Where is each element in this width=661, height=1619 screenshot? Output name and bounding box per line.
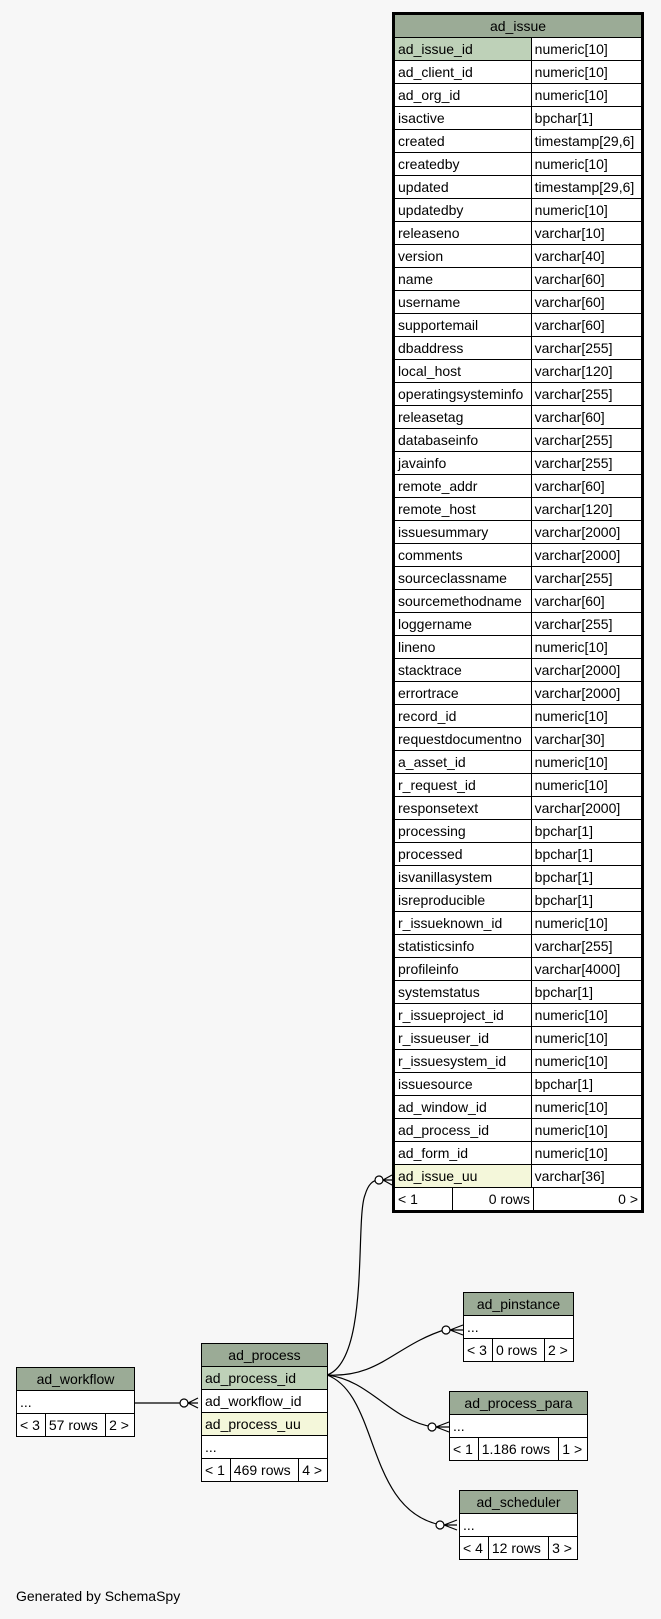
ad-issue-row-count: 0 rows [453, 1188, 534, 1210]
ad-issue-column-type: bpchar[1] [531, 889, 642, 912]
crowfoot-circle-ad-issue [375, 1176, 383, 1184]
ad-pinstance-parents-link[interactable]: < 3 [464, 1339, 493, 1362]
ad-issue-column-row[interactable] [394, 107, 643, 130]
ad-process-row-count: 469 rows [230, 1459, 298, 1482]
ad-issue-column-row[interactable] [394, 429, 643, 452]
ad-issue-column-name[interactable]: processed [394, 843, 532, 866]
ad-issue-column-type: bpchar[1] [531, 1073, 642, 1096]
ad-issue-column-row[interactable] [394, 682, 643, 705]
edge-ad-scheduler-ad-process [327, 1375, 441, 1525]
ad-issue-column-type: varchar[120] [531, 498, 642, 521]
ad-issue-column-type: numeric[10] [531, 38, 642, 61]
table-ad-scheduler[interactable] [459, 1490, 578, 1560]
ad-issue-column-type: varchar[60] [531, 291, 642, 314]
ad-issue-column-row[interactable] [394, 613, 643, 636]
ad-issue-column-name[interactable]: record_id [394, 705, 532, 728]
ad-issue-column-type: numeric[10] [531, 1119, 642, 1142]
ad-issue-column-name[interactable]: supportemail [394, 314, 532, 337]
ad-issue-column-type: timestamp[29,6] [531, 176, 642, 199]
ad-issue-column-type: numeric[10] [531, 61, 642, 84]
ad-issue-column-name[interactable]: releasetag [394, 406, 532, 429]
ad-issue-column-row[interactable] [394, 383, 643, 406]
ad-issue-column-row[interactable] [394, 222, 643, 245]
ad-issue-column-name[interactable]: r_request_id [394, 774, 532, 797]
ad-issue-column-type: varchar[2000] [531, 544, 642, 567]
ad-workflow-parents-link[interactable]: < 3 [17, 1414, 46, 1437]
crowfoot-circle-ad-process [180, 1399, 188, 1407]
ad-issue-column-row[interactable] [394, 751, 643, 774]
ad-issue-column-row[interactable] [394, 406, 643, 429]
ad-issue-column-name[interactable]: issuesource [394, 1073, 532, 1096]
ad-issue-column-name[interactable]: r_issueuser_id [394, 1027, 532, 1050]
ad-issue-column-name[interactable]: databaseinfo [394, 429, 532, 452]
ad-issue-column-row[interactable] [394, 1073, 643, 1096]
ad-issue-column-row[interactable] [394, 935, 643, 958]
ad-process-para-parents-link[interactable]: < 1 [450, 1438, 479, 1461]
ad-process-children-link[interactable]: 4 > [299, 1459, 328, 1482]
ad-issue-column-row[interactable] [394, 659, 643, 682]
ad-issue-column-name[interactable]: ad_org_id [394, 84, 532, 107]
ad-issue-column-type: varchar[60] [531, 475, 642, 498]
ad-issue-column-name[interactable]: stacktrace [394, 659, 532, 682]
table-ad-issue[interactable] [392, 12, 644, 1213]
ad-issue-column-row[interactable] [394, 245, 643, 268]
ad-issue-column-type: bpchar[1] [531, 820, 642, 843]
ad-issue-column-name[interactable]: isactive [394, 107, 532, 130]
ad-issue-column-name[interactable]: ad_window_id [394, 1096, 532, 1119]
ad-issue-column-type: varchar[255] [531, 337, 642, 360]
ad-issue-column-type: numeric[10] [531, 912, 642, 935]
ad-issue-column-row[interactable] [394, 84, 643, 107]
ad-process-para-row-count: 1.186 rows [478, 1438, 559, 1461]
ad-pinstance-ellipsis: ... [464, 1316, 574, 1339]
ad-issue-column-row[interactable] [394, 705, 643, 728]
ad-issue-children-link[interactable]: 0 > [618, 1191, 638, 1207]
ad-issue-column-type: varchar[255] [531, 452, 642, 475]
ad-issue-column-name[interactable]: profileinfo [394, 958, 532, 981]
ad-issue-column-type: bpchar[1] [531, 981, 642, 1004]
table-header-ad-process-para[interactable]: ad_process_para [450, 1392, 588, 1415]
ad-issue-columns [394, 38, 643, 1188]
ad-issue-column-name[interactable]: local_host [394, 360, 532, 383]
ad-issue-column-row[interactable] [394, 1142, 643, 1165]
edge-ad-process-para-ad-process [327, 1375, 433, 1427]
ad-issue-column-row[interactable] [394, 38, 643, 61]
ad-issue-column-type: numeric[10] [531, 1004, 642, 1027]
ad-issue-column-name[interactable]: isvanillasystem [394, 866, 532, 889]
ad-issue-column-row[interactable] [394, 153, 643, 176]
ad-issue-column-row[interactable] [394, 820, 643, 843]
ad-issue-column-name[interactable]: isreproducible [394, 889, 532, 912]
ad-issue-column-type: varchar[255] [531, 935, 642, 958]
ad-issue-column-type: varchar[4000] [531, 958, 642, 981]
ad-process-col-ad-workflow-id[interactable]: ad_workflow_id [202, 1390, 328, 1413]
generated-by-footer: Generated by SchemaSpy [16, 1588, 181, 1604]
ad-issue-column-row[interactable] [394, 774, 643, 797]
ad-issue-column-type: numeric[10] [531, 1096, 642, 1119]
ad-process-ellipsis: ... [202, 1436, 328, 1459]
ad-issue-column-type: varchar[60] [531, 268, 642, 291]
ad-issue-column-row[interactable] [394, 360, 643, 383]
ad-issue-column-row[interactable] [394, 337, 643, 360]
ad-issue-column-type: varchar[10] [531, 222, 642, 245]
ad-issue-column-name[interactable]: ad_issue_uu [394, 1165, 532, 1188]
ad-scheduler-parents-link[interactable]: < 4 [460, 1537, 489, 1560]
table-header-ad-pinstance[interactable]: ad_pinstance [464, 1293, 574, 1316]
ad-issue-column-name[interactable]: ad_issue_id [394, 38, 532, 61]
ad-issue-column-type: bpchar[1] [531, 107, 642, 130]
ad-issue-column-type: bpchar[1] [531, 843, 642, 866]
ad-issue-column-row[interactable] [394, 1050, 643, 1073]
ad-issue-column-row[interactable] [394, 981, 643, 1004]
ad-issue-column-row[interactable] [394, 889, 643, 912]
ad-issue-column-row[interactable] [394, 797, 643, 820]
ad-issue-column-row[interactable] [394, 314, 643, 337]
ad-issue-column-name[interactable]: ad_process_id [394, 1119, 532, 1142]
ad-issue-column-type: varchar[255] [531, 567, 642, 590]
table-ad-pinstance[interactable] [463, 1292, 574, 1362]
ad-issue-column-type: numeric[10] [531, 199, 642, 222]
ad-scheduler-children-link[interactable]: 3 > [549, 1537, 578, 1560]
ad-issue-column-type: timestamp[29,6] [531, 130, 642, 153]
edge-ad-pinstance-ad-process [327, 1329, 447, 1375]
ad-issue-column-row[interactable] [394, 1119, 643, 1142]
ad-issue-parents-link[interactable]: < 1 [395, 1188, 453, 1210]
ad-issue-column-row[interactable] [394, 636, 643, 659]
ad-issue-column-row[interactable] [394, 728, 643, 751]
ad-issue-column-name[interactable]: sourceclassname [394, 567, 532, 590]
ad-issue-column-name[interactable]: requestdocumentno [394, 728, 532, 751]
table-ad-process[interactable] [201, 1343, 328, 1482]
ad-issue-column-name[interactable]: name [394, 268, 532, 291]
ad-issue-column-name[interactable]: remote_addr [394, 475, 532, 498]
ad-issue-column-type: numeric[10] [531, 774, 642, 797]
ad-issue-column-name[interactable]: createdby [394, 153, 532, 176]
ad-issue-column-type: varchar[2000] [531, 797, 642, 820]
ad-issue-column-name[interactable]: username [394, 291, 532, 314]
crowfoot-circle-ad-pinstance [442, 1326, 450, 1334]
ad-issue-column-name[interactable]: created [394, 130, 532, 153]
ad-issue-column-row[interactable] [394, 1165, 643, 1188]
ad-issue-column-name[interactable]: dbaddress [394, 337, 532, 360]
ad-issue-column-name[interactable]: updatedby [394, 199, 532, 222]
ad-issue-column-name[interactable]: comments [394, 544, 532, 567]
ad-issue-column-type: varchar[40] [531, 245, 642, 268]
ad-issue-column-type: numeric[10] [531, 84, 642, 107]
table-ad-workflow[interactable] [16, 1367, 135, 1437]
ad-scheduler-row-count: 12 rows [488, 1537, 548, 1560]
ad-issue-column-type: bpchar[1] [531, 866, 642, 889]
ad-issue-column-type: varchar[2000] [531, 682, 642, 705]
ad-issue-column-row[interactable] [394, 1096, 643, 1119]
ad-issue-column-row[interactable] [394, 475, 643, 498]
table-header-ad-scheduler[interactable]: ad_scheduler [460, 1491, 578, 1514]
ad-issue-column-type: numeric[10] [531, 1050, 642, 1073]
ad-issue-column-row[interactable] [394, 268, 643, 291]
ad-issue-column-type: varchar[255] [531, 383, 642, 406]
ad-issue-column-name[interactable]: lineno [394, 636, 532, 659]
ad-issue-column-type: varchar[255] [531, 613, 642, 636]
ad-issue-column-type: varchar[255] [531, 429, 642, 452]
ad-issue-column-row[interactable] [394, 61, 643, 84]
ad-issue-column-row[interactable] [394, 567, 643, 590]
table-header-ad-process[interactable]: ad_process [202, 1344, 328, 1367]
ad-process-para-children-link[interactable]: 1 > [559, 1438, 588, 1461]
ad-issue-column-row[interactable] [394, 199, 643, 222]
ad-issue-column-name[interactable]: responsetext [394, 797, 532, 820]
ad-issue-column-name[interactable]: loggername [394, 613, 532, 636]
ad-issue-column-name[interactable]: processing [394, 820, 532, 843]
ad-pinstance-row-count: 0 rows [492, 1339, 544, 1362]
ad-issue-column-type: varchar[60] [531, 590, 642, 613]
ad-issue-column-name[interactable]: updated [394, 176, 532, 199]
ad-issue-column-type: varchar[120] [531, 360, 642, 383]
edge-ad-issue-ad-process [327, 1179, 381, 1375]
ad-workflow-ellipsis: ... [17, 1391, 135, 1414]
ad-process-col-ad-process-id[interactable]: ad_process_id [202, 1367, 328, 1390]
ad-issue-column-row[interactable] [394, 912, 643, 935]
ad-issue-column-name[interactable]: statisticsinfo [394, 935, 532, 958]
ad-issue-column-row[interactable] [394, 843, 643, 866]
ad-issue-column-name[interactable]: javainfo [394, 452, 532, 475]
ad-issue-column-type: numeric[10] [531, 636, 642, 659]
ad-issue-column-type: numeric[10] [531, 153, 642, 176]
ad-issue-column-name[interactable]: version [394, 245, 532, 268]
ad-issue-column-type: numeric[10] [531, 1142, 642, 1165]
ad-process-parents-link[interactable]: < 1 [202, 1459, 231, 1482]
ad-scheduler-ellipsis: ... [460, 1514, 578, 1537]
ad-issue-column-type: varchar[60] [531, 406, 642, 429]
table-ad-process-para[interactable] [449, 1391, 588, 1461]
ad-issue-column-name[interactable]: a_asset_id [394, 751, 532, 774]
ad-issue-column-row[interactable] [394, 130, 643, 153]
ad-issue-column-row[interactable] [394, 176, 643, 199]
table-header-ad-workflow[interactable]: ad_workflow [17, 1368, 135, 1391]
ad-issue-column-name[interactable]: sourcemethodname [394, 590, 532, 613]
ad-issue-column-name[interactable]: r_issueknown_id [394, 912, 532, 935]
ad-issue-column-name[interactable]: releaseno [394, 222, 532, 245]
ad-issue-column-row[interactable] [394, 866, 643, 889]
crowfoot-circle-ad-process-para [428, 1423, 436, 1431]
ad-issue-column-type: numeric[10] [531, 1027, 642, 1050]
ad-issue-column-type: varchar[2000] [531, 659, 642, 682]
ad-issue-column-type: varchar[2000] [531, 521, 642, 544]
ad-issue-column-row[interactable] [394, 291, 643, 314]
ad-issue-column-type: numeric[10] [531, 751, 642, 774]
ad-issue-column-row[interactable] [394, 544, 643, 567]
crowfoot-circle-ad-scheduler [436, 1521, 444, 1529]
ad-issue-column-name[interactable]: r_issuesystem_id [394, 1050, 532, 1073]
ad-issue-column-name[interactable]: ad_client_id [394, 61, 532, 84]
ad-issue-column-row[interactable] [394, 958, 643, 981]
ad-issue-column-name[interactable]: ad_form_id [394, 1142, 532, 1165]
ad-workflow-row-count: 57 rows [45, 1414, 105, 1437]
ad-issue-column-type: numeric[10] [531, 705, 642, 728]
ad-issue-column-type: varchar[60] [531, 314, 642, 337]
ad-process-col-ad-process-uu[interactable]: ad_process_uu [202, 1413, 328, 1436]
ad-issue-column-name[interactable]: remote_host [394, 498, 532, 521]
ad-issue-column-type: varchar[30] [531, 728, 642, 751]
ad-issue-column-row[interactable] [394, 1004, 643, 1027]
ad-issue-column-name[interactable]: r_issueproject_id [394, 1004, 532, 1027]
ad-issue-column-name[interactable]: systemstatus [394, 981, 532, 1004]
ad-issue-column-name[interactable]: issuesummary [394, 521, 532, 544]
ad-issue-column-row[interactable] [394, 452, 643, 475]
ad-issue-column-row[interactable] [394, 590, 643, 613]
ad-issue-column-row[interactable] [394, 1027, 643, 1050]
ad-issue-column-name[interactable]: errortrace [394, 682, 532, 705]
table-header-ad-issue[interactable]: ad_issue [394, 14, 643, 38]
ad-issue-column-row[interactable] [394, 521, 643, 544]
ad-workflow-children-link[interactable]: 2 > [106, 1414, 135, 1437]
ad-process-para-ellipsis: ... [450, 1415, 588, 1438]
ad-issue-column-name[interactable]: operatingsysteminfo [394, 383, 532, 406]
ad-issue-column-type: varchar[36] [531, 1165, 642, 1188]
ad-issue-column-row[interactable] [394, 498, 643, 521]
ad-pinstance-children-link[interactable]: 2 > [545, 1339, 574, 1362]
